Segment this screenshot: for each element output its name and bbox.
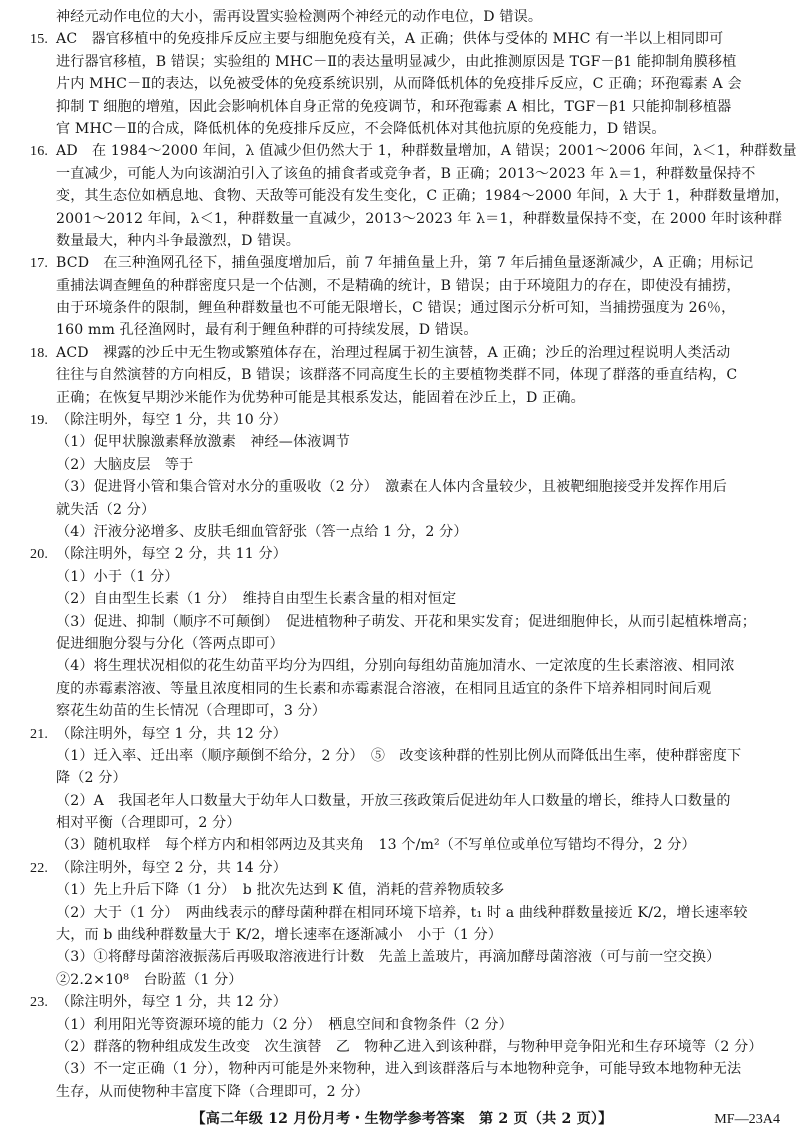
question-number: 23. [30,994,49,1011]
answer-line-start [30,543,782,565]
line-text: （除注明外，每空 1 分，共 12 分） [56,725,288,742]
line-text: （2）A 我国老年人口数量大于幼年人口数量，开放三孩政策后促进幼年人口数量的增长，维持人口数量的 [56,792,731,809]
footer-title: 【高二年级 12 月份月考・生物学参考答案 第 2 页（共 2 页）】 [191,1111,613,1127]
line-text: （3）促进肾小管和集合管对水分的重吸收（2 分） 激素在人体内含量较少，且被靶细胞接受并发挥作用后 [56,479,728,496]
line-text: （1）先上升后下降（1 分） b 批次先达到 K 值，消耗的营养物质较多 [56,882,505,899]
line-text: 就失活（2 分） [56,501,156,518]
line-text: 察花生幼苗的生长情况（合理即可，3 分） [56,703,327,720]
question-number: 20. [30,546,49,563]
answer-line [30,655,782,677]
answer-line [30,230,782,252]
line-text: 大，而 b 曲线种群数量大于 K/2，增长速率在逐渐减小 小于（1 分） [56,927,503,944]
line-text: （1）小于（1 分） [56,568,179,585]
line-text: BCD 在三种渔网孔径下，捕鱼强度增加后，前 7 年捕鱼量上升，第 7 年后捕鱼量逐渐减少，A 正确；用标记 [56,255,754,272]
line-text: （2）群落的物种组成发生改变 次生演替 乙 物种乙进入到该种群，与物种甲竞争阳光和生存环境等（2 分） [56,1038,763,1055]
question-number: 22. [30,859,49,876]
line-text: （1）促甲状腺激素释放激素 神经—体液调节 [56,434,350,451]
answer-line [30,118,782,140]
answer-line [30,700,782,722]
line-text: （除注明外，每空 2 分，共 14 分） [56,859,288,876]
line-text: ACD 裸露的沙丘中无生物或繁殖体存在，治理过程属于初生演替，A 正确；沙丘的治理过程说明人类活动 [56,344,731,361]
answer-line [30,969,782,991]
line-text: （4）将生理状况相似的花生幼苗平均分为四组，分别向每组幼苗施加清水、一定浓度的生长素溶液、相同浓 [56,658,735,675]
line-text: 正确；在恢复早期沙米能作为优势种可能是其根系发达，能固着在沙丘上，D 正确。 [56,389,585,406]
answer-line-start [30,991,782,1013]
answer-line-start [30,140,797,162]
question-number: 18. [30,344,49,361]
line-text: AC 器官移植中的免疫排斥反应主要与细胞免疫有关，A 正确；供体与受体的 MHC 有一半以上相同即可 [56,31,724,48]
line-text: （3）不一定正确（1 分），物种丙可能是外来物种，进入到该群落后与本地物种竞争，可能导致本地物种无法 [56,1061,742,1078]
answer-line [30,51,782,73]
answer-line [30,633,782,655]
line-text: 官 MHC－Ⅱ的合成，降低机体的免疫排斥反应，不会降低机体对其他抗原的免疫能力，D 错误。 [56,120,666,137]
line-text: AD 在 1984～2000 年间，λ 值减少但仍然大于 1，种群数量增加，A 错误；2001～2006 年间，λ＜1，种群数量 [56,143,797,160]
answer-line [30,521,782,543]
line-text: 一直减少，可能人为向该湖泊引入了该鱼的捕食者或竞争者，B 正确；2013～2023 年 λ＝1，种群数量保持不 [56,165,756,182]
answer-line [30,454,782,476]
question-number: 19. [30,412,49,429]
line-text: （2）大脑皮层 等于 [56,456,194,473]
question-number: 17. [30,255,49,272]
answer-line-start [30,28,782,50]
answer-line [30,297,782,319]
answer-line [30,879,782,901]
answer-line-start [30,252,782,274]
answer-line [30,1036,782,1058]
answer-line [30,1014,782,1036]
line-text: （3）随机取样 每个样方内和相邻两边及其夹角 13 个/m²（不写单位或单位写错均不得分，2 分） [56,837,696,854]
answer-line [30,6,782,28]
line-text: ②2.2×10⁸ 台盼蓝（1 分） [56,971,243,988]
answer-line [30,678,782,700]
line-text: （1）利用阳光等资源环境的能力（2 分） 栖息空间和食物条件（2 分） [56,1016,513,1033]
question-number: 21. [30,725,49,742]
line-text: （除注明外，每空 1 分，共 12 分） [56,994,288,1011]
line-text: 促进细胞分裂与分化（答两点即可） [56,635,284,652]
answer-line [30,902,782,924]
line-text: （2）大于（1 分） 两曲线表示的酵母菌种群在相同环境下培养，t₁ 时 a 曲线种群数量接近 K/2，增长速率较 [56,904,748,921]
answer-line [30,73,782,95]
line-text: 2001～2012 年间，λ＜1，种群数量一直减少，2013～2023 年 λ＝1，种群数量保持不变，在 2000 年时该种群 [56,210,783,227]
answer-line [30,96,782,118]
line-text: （3）促进、抑制（顺序不可颠倒） 促进植物种子萌发、开花和果实发育；促进细胞伸长，从而引起植株增高； [56,613,757,630]
line-text: 片内 MHC－Ⅱ的表达，以免被受体的免疫系统识别，从而降低机体的免疫排斥反应，C 正确；环孢霉素 A 会 [56,76,742,93]
line-text: 度的赤霉素溶液、等量且浓度相同的生长素和赤霉素混合溶液，在相同且适宜的条件下培养相同时间后观 [56,680,712,697]
line-text: 相对平衡（合理即可，2 分） [56,815,241,832]
line-text: 降（2 分） [56,770,127,787]
line-text: 重捕法调查鲤鱼的种群密度只是一个估测，不是精确的统计，B 错误；由于环境阻力的存在，即使没有捕捞， [56,277,741,294]
line-text: （2）自由型生长素（1 分） 维持自由型生长素含量的相对恒定 [56,591,457,608]
question-number: 15. [30,31,49,48]
answer-line [30,611,782,633]
answer-line [30,566,782,588]
answer-line-start [30,409,782,431]
answer-line [30,319,782,341]
line-text: 神经元动作电位的大小，需再设置实验检测两个神经元的动作电位，D 错误。 [56,9,543,25]
answer-line [30,185,790,207]
question-number: 16. [30,143,49,160]
answer-line [30,924,782,946]
answer-line-start [30,857,782,879]
answer-line [30,790,782,812]
answer-line [30,476,782,498]
line-text: （除注明外，每空 2 分，共 11 分） [56,546,288,563]
answer-line [30,1058,782,1080]
line-text: 160 mm 孔径渔网时，最有利于鲤鱼种群的可持续发展，D 错误。 [56,322,478,339]
line-text: 抑制 T 细胞的增殖，因此会影响机体自身正常的免疫调节，和环孢霉素 A 相比，TGF－β1 只能抑制移植器 [56,98,732,115]
answer-line [30,499,782,521]
answer-line [30,812,782,834]
answer-line [30,208,782,230]
answer-line [30,588,782,610]
page-footer [0,1108,800,1130]
answer-line-start [30,342,782,364]
line-text: （4）汗液分泌增多、皮肤毛细血管舒张（答一点给 1 分，2 分） [56,523,468,540]
line-text: 生存，从而使物种丰富度下降（合理即可，2 分） [56,1083,369,1100]
line-text: 由于环境条件的限制，鲤鱼种群数量也不可能无限增长，C 错误；通过图示分析可知，当捕捞强度为 26％， [56,300,736,317]
answer-line [30,431,782,453]
answer-content [30,6,797,1103]
line-text: 往往与自然演替的方向相反，B 错误；该群落不同高度生长的主要植物类群不同，体现了群落的垂直结构，C [56,367,738,384]
answer-line [30,163,782,185]
line-text: 数量最大，种内斗争最激烈，D 错误。 [56,232,300,249]
answer-line [30,767,782,789]
answer-line [30,745,782,767]
line-text: 变，其生态位如栖息地、食物、天敌等可能没有发生变化，C 正确；1984～2000 年间，λ 大于 1，种群数量增加， [56,188,790,205]
line-text: （1）迁入率、迁出率（顺序颠倒不给分，2 分） ⑤ 改变该种群的性别比例从而降低出生率，使种群密度下 [56,747,742,764]
line-text: （3）①将酵母菌溶液振荡后再吸取溶液进行计数 先盖上盖玻片，再滴加酵母菌溶液（可与前一空交换） [56,949,721,966]
answer-line [30,946,782,968]
footer-code: MF—23A4 [714,1111,780,1127]
answer-line [30,275,782,297]
answer-line [30,834,782,856]
answer-line [30,1081,782,1103]
answer-line [30,364,782,386]
line-text: （除注明外，每空 1 分，共 10 分） [56,412,288,429]
answer-line [30,387,782,409]
answer-line-start [30,723,782,745]
line-text: 进行器官移植，B 错误；实验组的 MHC－Ⅱ的表达量明显减少，由此推测原因是 TGF－β1 能抑制角膜移植 [56,53,737,70]
